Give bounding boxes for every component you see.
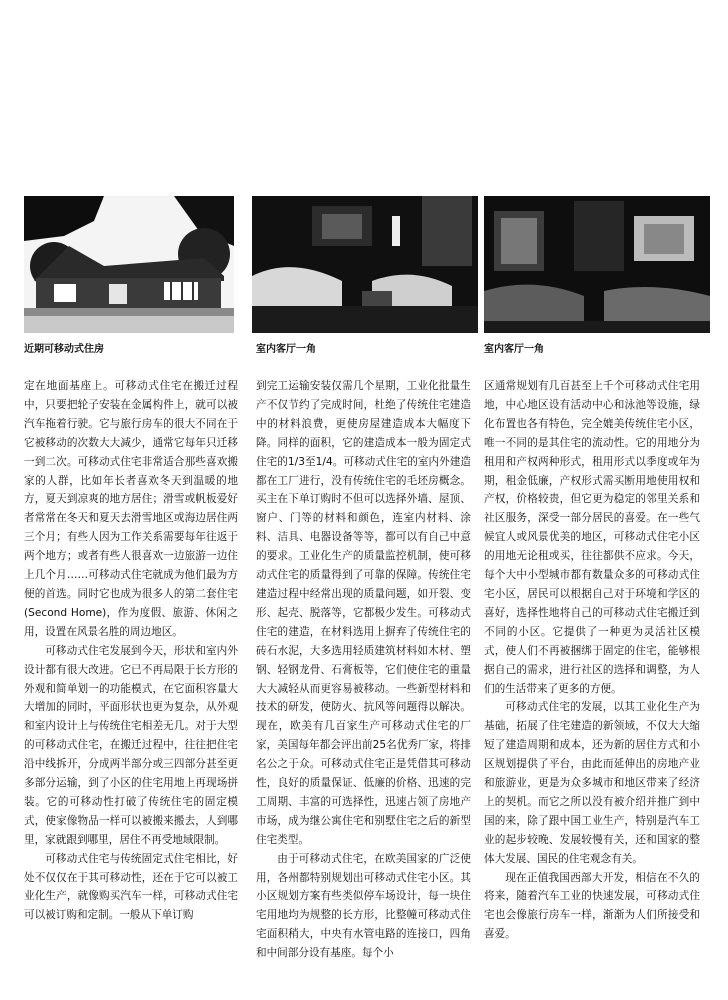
living-room-image-1: [252, 196, 478, 333]
paragraph: 现在正值我国西部大开发，相信在不久的将来，随着汽车工业的快速发展，可移动式住宅也会像旅行房车一样，渐渐为人们所接受和喜爱。: [484, 871, 700, 941]
paragraph: 可移动式住宅与传统固定式住宅相比，好处不仅仅在于其可移动性，还在于它可以被工业化生产，就像购买汽车一样，可移动式住宅可以被订购和定制。一般从下单订购: [24, 852, 238, 922]
mobile-home-exterior-image: [24, 196, 234, 333]
paragraph: 区通常规划有几百甚至上千个可移动式住宅用地，中心地区设有活动中心和泳池等设施，绿化布置也各有特色，完全媲美传统住宅小区，唯一不同的是其住宅的流动性。它的用地分为租用和产权两种形式，租用形式以季度或年为期，租金低廉，产权形式需买断用地使用权和产权，价格较贵，但它更为稳定的邻里关系和社区服务，深受一部分居民的喜爱。在一些气候宜人或风景优美的地区，可移动式住宅小区的用地无论租或买，往往都供不应求。今天，每个大中小型城市都有数量众多的可移动式住宅小区，居民可以根据自己对于环境和学区的喜好，选择性地将自己的可移动式住宅搬迁到不同的小区。它提供了一种更为灵活社区模式，使人们不再被捆绑于固定的住宅，能够根据自己的需求，进行社区的选择和调整，为人们的生活带来了更多的方便。: [484, 380, 700, 695]
text-column-2: [256, 377, 471, 963]
text-column-3: [484, 377, 700, 944]
photo-caption: 室内客厅一角: [256, 344, 316, 355]
paragraph: 定在地面基座上。可移动式住宅在搬迁过程中，只要把轮子安装在金属构件上，就可以被汽车拖着行驶。它与旅行房车的很大不同在于它被移动的次数大大减少，通常它每年只迁移一到二次。可移动式住宅非常适合那些喜欢搬家的人群，比如年长者喜欢冬天到温暖的地方，夏天到凉爽的地方居住；滑雪或帆板爱好者常常在冬天和夏天去滑雪地区或海边居住两三个月；有些人因为工作关系需要每年往返于两个地方；或者有些人很喜欢一边旅游一边住上几个月……可移动式住宅就成为他们最为方便的首选。同时它也成为很多人的第二套住宅(Second Home)，作为度假、旅游、休闲之用，设置在风景名胜的周边地区。: [24, 380, 238, 638]
living-room-image-2: [484, 196, 710, 333]
paragraph: 可移动式住宅发展到今天，形状和室内外设计都有很大改进。它已不再局限于长方形的外观和简单划一的功能模式，在它面积容量大大增加的同时，平面形状也更为复杂，从外观和室内设计上与传统住宅相差无几。对于大型的可移动式住宅，在搬迁过程中，往往把住宅沿中线拆开，分成两半部分或三四部分甚至更多部分运输，到了小区的住宅用地上再现场拼装。它的可移动性打破了传统住宅的固定模式，使家像物品一样可以被搬来搬去，人到哪里，家就跟到哪里，居住不再受地域限制。: [24, 644, 238, 846]
photo-living-room-1: [252, 196, 478, 333]
paragraph: 由于可移动式住宅，在欧美国家的广泛使用，各州都特别规划出可移动式住宅小区。其小区规划方案有些类似停车场设计，每一块住宅用地均为规整的长方形，比整幢可移动式住宅面积稍大，中央有水管电路的连接口，四角和中间部分设有基座。每个小: [256, 852, 471, 960]
photo-caption: 室内客厅一角: [484, 344, 544, 355]
text-column-1: [24, 377, 238, 925]
photo-caption: 近期可移动式住房: [24, 344, 104, 355]
photo-mobile-home-exterior: [24, 196, 234, 333]
photo-living-room-2: [484, 196, 710, 333]
paragraph: 可移动式住宅的发展，以其工业化生产为基础，拓展了住宅建造的新领域，不仅大大缩短了建造周期和成本，还为新的居住方式和小区规划提供了平台，由此而延伸出的房地产业和旅游业，更是为众多城市和地区带来了经济上的契机。而它之所以没有被介绍并推广到中国的来，除了跟中国工业生产，特别是汽车工业的起步较晚、发展较慢有关，还和国家的整体大发展、国民的住宅观念有关。: [484, 701, 700, 865]
paragraph: 到完工运输安装仅需几个星期，工业化批量生产不仅节约了完成时间，杜绝了传统住宅建造中的材料浪费，更使房屋建造成本大幅度下降。同样的面积，它的建造成本一般为固定式住宅的1/3至1/4。可移动式住宅的室内外建造都在工厂进行，没有传统住宅的毛坯房概念。买主在下单订购时不但可以选择外墙、屋顶、窗户、门等的材料和颜色，连室内材料、涂料、洁具、电器设备等等，都可以有自己中意的要求。工业化生产的质量监控机制，使可移动式住宅的质量得到了可靠的保障。传统住宅建造过程中经常出现的质量问题，如开裂、变形、起壳、脱落等，它都极少发生。可移动式住宅的建造，在材料选用上摒弃了传统住宅的砖石水泥，大多选用轻质建筑材料如木材、塑钢、轻钢龙骨、石膏板等，它们使住宅的重量大大减轻从而更容易被移动。一些新型材料和技术的研发，使防火、抗风等问题得以解决。现在，欧美有几百家生产可移动式住宅的厂家，美国每年都会评出前25名优秀厂家，将排名公之于众。可移动式住宅正是凭借其可移动性，良好的质量保证、低廉的价格、迅速的完工周期、丰富的可选择性，迅速占领了房地产市场，成为继公寓住宅和别墅住宅之后的新型住宅类型。: [256, 380, 471, 846]
